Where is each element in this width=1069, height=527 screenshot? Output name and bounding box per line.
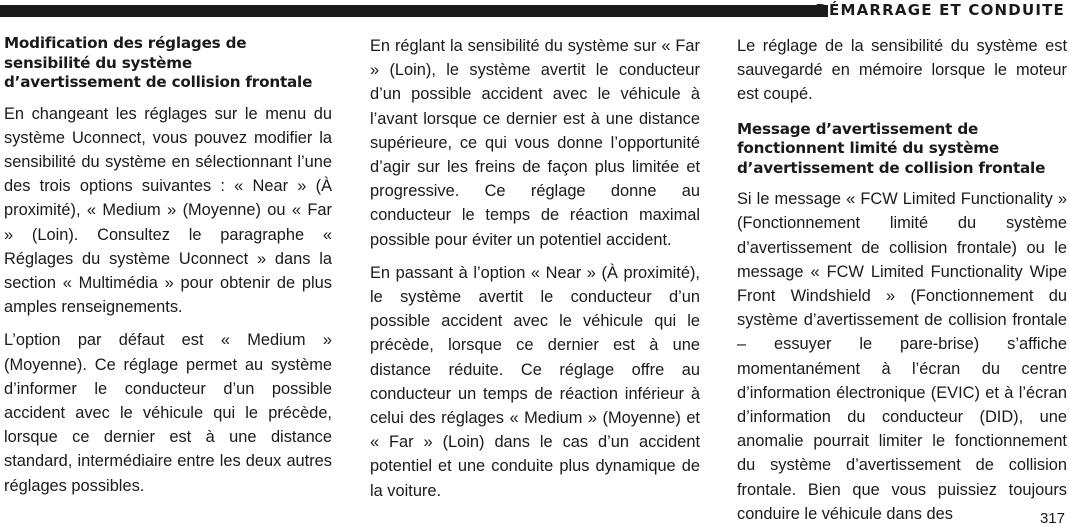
section-heading-limited-function: Message d’avertissement de fonctionnent limité du système d’avertissement de collision frontale — [737, 119, 1046, 177]
column-right — [737, 34, 1067, 526]
section-title: DÉMARRAGE ET CONDUITE — [815, 1, 1065, 19]
section-heading-sensitivity: Modification des réglages de sensibilité du système d’avertissement de collision frontale — [4, 34, 313, 91]
paragraph: En passant à l’option « Near » (À proximité), le système avertit le conducteur d’un possible accident avec le véhicule qui le précède, lorsque ce dernier est à une distance réduite. Ce réglage offre au conducteur un temps de réaction inférieur à celui des réglages « Medium » (Moyenne) et « Far » (Loin) dans le cas d’un accident potentiel et une conduite plus dynamique de la voiture. — [370, 263, 700, 500]
header-rule — [0, 5, 828, 17]
paragraph: Le réglage de la sensibilité du système est sauvegardé en mémoire lorsque le moteur est coupé. — [737, 37, 1067, 104]
paragraph: Si le message « FCW Limited Functionality » (Fonctionnement limité du système d’avertissement de collision frontale) ou le message « FCW Limited Functionality Wipe Front Windshield » (Fonctionnement du système d’avertissement de collision frontale – essuyer le pare-brise) s’affiche momentanément à l’écran du centre d’information électronique (EVIC) et à l’écran d’information du conducteur (DID), une anomalie pourrait limiter le fonctionnement du système d’avertissement de collision frontale. Bien que vous puissiez toujours conduire le véhicule dans des — [737, 190, 1067, 523]
page-header — [0, 0, 1069, 22]
page-number: 317 — [1039, 510, 1065, 527]
paragraph: L’option par défaut est « Medium » (Moyenne). Ce réglage permet au système d’informer le conducteur d’un possible accident avec le véhicule qui le précède, lorsque ce dernier est à une distance standard, intermédiaire entre les deux autres réglages possibles. — [4, 331, 332, 495]
paragraph: En changeant les réglages sur le menu du système Uconnect, vous pouvez modifier la sensibilité du système en sélectionnant l’une des trois options suivantes : « Near » (À proximité), « Medium » (Moyenne) ou « Far » (Loin). Consultez le paragraphe « Réglages du système Uconnect » dans la section « Multimédia » pour obtenir de plus amples renseignements. — [4, 104, 332, 317]
paragraph: En réglant la sensibilité du système sur « Far » (Loin), le système avertit le conducteur d’un possible accident avec le véhicule à l’avant lorsque ce dernier est à une distance supérieure, ce qui vous donne l’opportunité d’agir sur les freins de façon plus limitée et progressive. Ce réglage donne au conducteur le temps de réaction maximal possible pour éviter un potentiel accident. — [370, 37, 700, 249]
column-middle — [370, 34, 700, 503]
column-left — [4, 34, 332, 498]
